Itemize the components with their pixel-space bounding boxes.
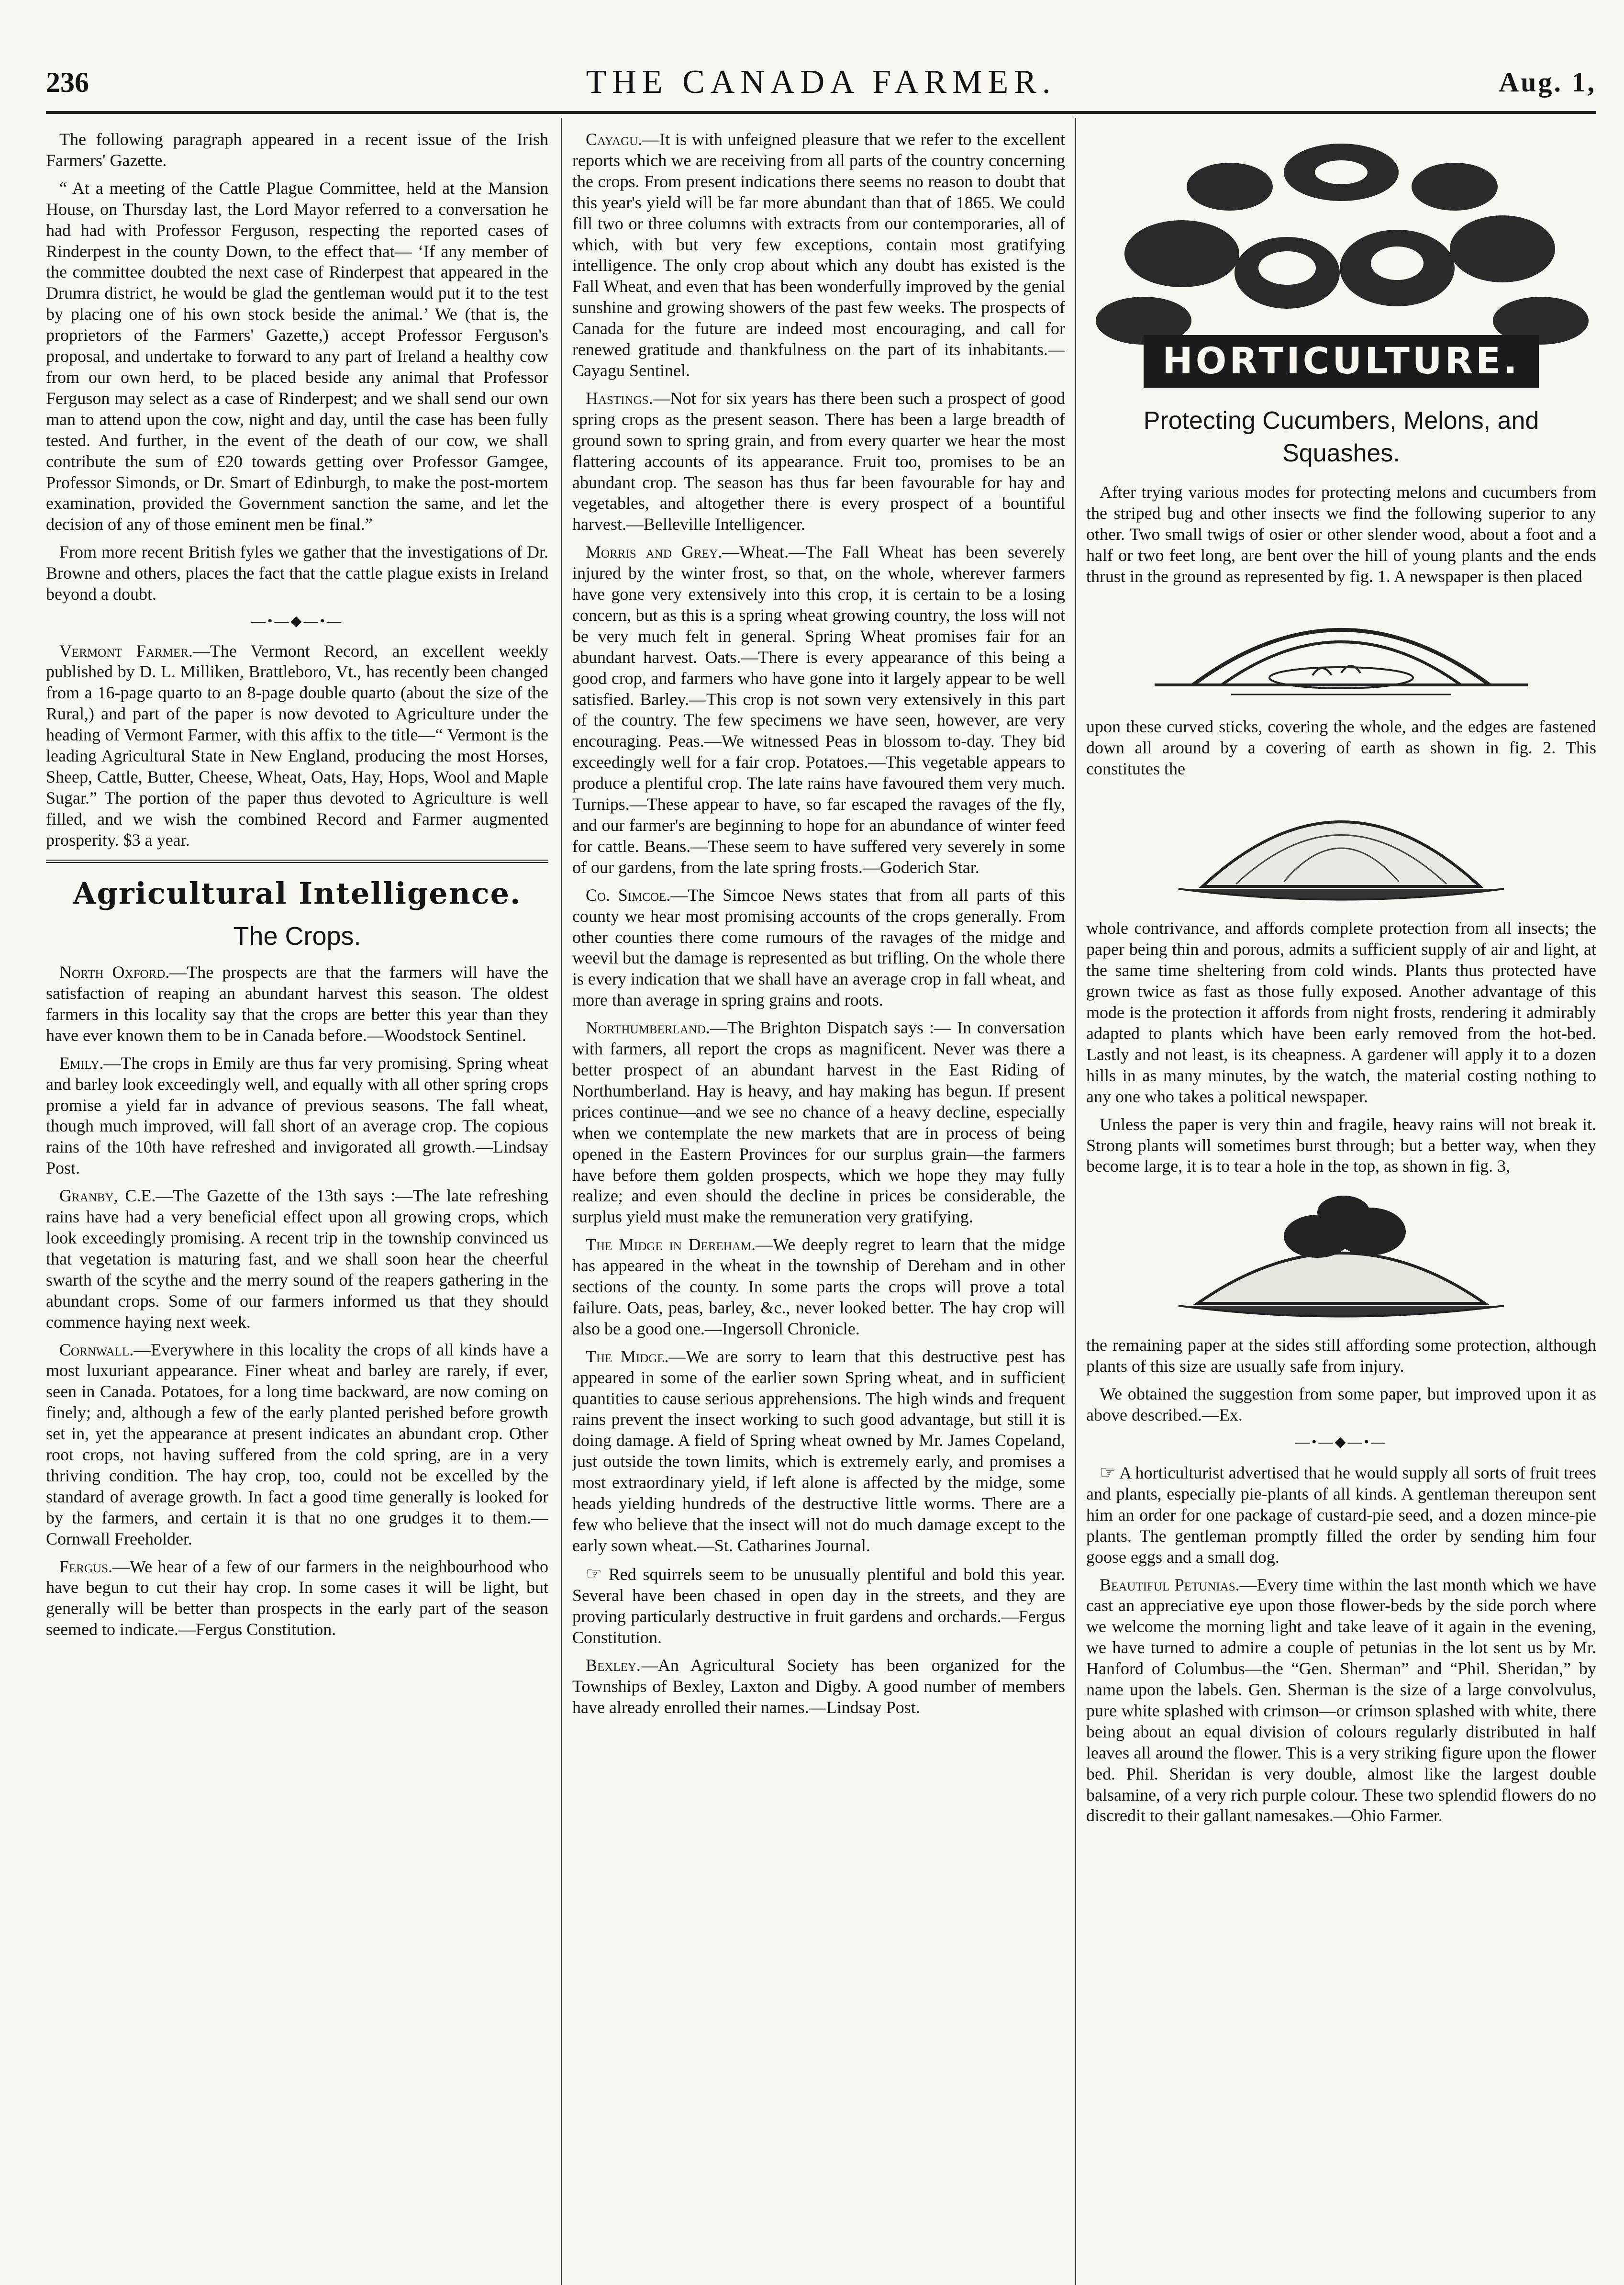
- figure-1-bent-twigs: [1135, 594, 1547, 709]
- cattle-plague-quote: “ At a meeting of the Cattle Plague Committee, held at the Mansion House, on Thursday last, the Lord Mayor referred to a conversation he had had with Professor Ferguson, respecting the reported cases of Rinderpest in the county Down, to the effect that— ‘If any member of the committee doubted the next case of Rinderpest that appeared in the Drumra district, he would be glad the gentleman would put it to the test by placing one of his own stock beside the animal.’ We (that is, the proprietors of the Farmers' Gazette,) accept Professor Ferguson's proposal, and undertake to forward to any part of Ireland a healthy cow from our own herd, to be placed beside any animal that Professor Ferguson may select as a case of Rinderpest; and we shall send our own man to attend upon the cow, night and day, until the case has been fully tested. And further, in the event of the death of our cow, we shall contribute the sum of £20 towards getting over Professor Gamgee, Professor Simonds, or Dr. Smart of Edinburgh, to make the post-mortem examination, provided the Government sanction the same, and let the decision of any of those eminent men be final.”: [46, 178, 548, 534]
- dereham-item: The Midge in Dereham.—We deeply regret to learn that the midge has appeared in the wheat in the township of Dereham and in other sections of the county. In some parts the crops will prove a total failure. Oats, peas, barley, &c., never looked better. The hay crop will also be a good one.—Ingersoll Chronicle.: [572, 1235, 1065, 1338]
- cornwall-item: Cornwall.—Everywhere in this locality the crops of all kinds have a most luxuriant appearance. Finer wheat and barley are rarely, if ever, seen in Canada. Potatoes, for a long time backward, are now coming on finely; and, although a few of the early planted perished before growth set in, yet the appearance at present indicates an abundant crop. Other root crops, not having suffered from the cold spring, are in a very thriving condition. The hay crop, too, could not be excelled by the standard of average growth. In fact a good time generally is looked for by the farmers, and certain it is that no one grudges it to them.—Cornwall Freeholder.: [46, 1340, 548, 1548]
- page-header: [46, 56, 1596, 109]
- north-oxford-item: North Oxford.—The prospects are that the farmers will have the satisfaction of reaping an abundant harvest this season. The oldest farmers in this locality say that the crops are better this year than they have ever known them to be in Canada before.—Woodstock Sentinel.: [46, 963, 548, 1045]
- midge-item: The Midge.—We are sorry to learn that this destructive pest has appeared in some of the earlier sown Spring wheat, and in sufficient quantities to cause serious apprehensions. The high winds and frequent rains prevent the insect working to such good advantage, but still it is doing damage. A field of Spring wheat owned by Mr. James Copeland, just outside the town limits, which is extremely early, and promises a most extraordinary yield, if left alone is affected by the midge, some heads yielding hundreds of the destructive little worms. There are a few who believe that the insect will not do much damage except to the early sown wheat.—St. Catharines Journal.: [572, 1346, 1065, 1555]
- northumberland-item: Northumberland.—The Brighton Dispatch says :— In conversation with farmers, all report the crops as magnificent. Never was there a better prospect of an abundant harvest in the East Riding of Northumberland. Hay is heavy, and hay making has begun. If present prices continue—and we see no chance of a heavy decline, especially when we contemplate the new markets that are in process of being opened in the Eastern Provinces for our surplus grain—the farmers have before them golden prospects, which we hope they may fully realize; and even should the decline in prices be considerable, the surplus yield must make the remuneration very gratifying.: [572, 1018, 1065, 1227]
- morris-grey-item: Morris and Grey.—Wheat.—The Fall Wheat has been severely injured by the winter frost, so that, on the whole, wherever farmers have gone very extensively into this crop, it is certain to be a losing concern, but as this is a spring wheat growing country, the loss will not be very much felt in general. Spring Wheat promises fair for an abundant harvest. Oats.—There is every appearance of this being a good crop, and farmers who have gone into it largely appear to be well satisfied. Barley.—This crop is not sown very extensively in this part of the country. The few specimens we have seen, however, are very encouraging. Peas.—We witnessed Peas in blossom to-day. They bid exceedingly well for a fair crop. Potatoes.—This vegetable appears to produce a plentiful crop. The late rains have favoured them very much. Turnips.—These appear to have, so far escaped the ravages of the fly, and our farmer's are beginning to hope for an abundance of winter feed for cattle. Beans.—These seem to have suffered very severely in some of our gardens, from the late spring frosts.—Goderich Star.: [572, 542, 1065, 877]
- bexley-item: Bexley.—An Agricultural Society has been organized for the Townships of Bexley, Laxton and Digby. A good number of members have already enrolled their names.—Lindsay Post.: [572, 1655, 1065, 1717]
- horticulture-banner-illustration: [1086, 129, 1596, 397]
- header-rule: [46, 111, 1596, 114]
- intro-paragraph: The following paragraph appeared in a recent issue of the Irish Farmers' Gazette.: [46, 130, 548, 170]
- article-paragraph-3: whole contrivance, and affords complete protection from all insects; the paper being thin and porous, admits a sufficient supply of air and light, at the same time sheltering from cold winds. Plants thus protected have grown twice as fast as those fully exposed. Another advantage of this mode is the protection it affords from night frosts, rendering it admirably adapted to plants which have been early removed from the hot-bed. Lastly and not least, is its cheapness. A gardener will apply it to a dozen hills in as many minutes, by the watch, the material costing nothing to any one who takes a political newspaper.: [1086, 918, 1596, 1106]
- section-rule: [46, 860, 548, 863]
- column-rule-2: [1075, 118, 1076, 2285]
- ornament-divider: —•—◆—•—: [251, 613, 344, 629]
- article-paragraph-4: Unless the paper is very thin and fragile, heavy rains will not break it. Strong plants will sometimes burst through; but a better way, when they become large, it is to tear a hole in the top, as shown in fig. 3,: [1086, 1114, 1596, 1176]
- ornament-divider-2: —•—◆—•—: [1295, 1434, 1388, 1450]
- emily-item: Emily.—The crops in Emily are thus far very promising. Spring wheat and barley look exceedingly well, and equally with all other spring crops promise a yield far in advance of previous seasons. The fall wheat, though much improved, will fall short of an average crop. The copious rains of the 10th have refreshed and invigorated all growth.—Lindsay Post.: [46, 1053, 548, 1178]
- article-paragraph-2: upon these curved sticks, covering the whole, and the edges are fastened down all around by a covering of earth as shown in fig. 2. This constitutes the: [1086, 717, 1596, 778]
- article-title: Protecting Cucumbers, Melons, and Squashes.: [1143, 407, 1539, 467]
- granby-item: Granby, C.E.—The Gazette of the 13th says :—The late refreshing rains have had a very beneficial effect upon all growing crops, which look exceedingly promising. A recent trip in the township convinced us that vegetation is maturing fast, and we shall soon hear the cheerful swarth of the scythe and the merry sound of the reapers gathering in the abundant crops. Some of our farmers informed us that they should commence haying next week.: [46, 1186, 548, 1332]
- simcoe-item: Co. Simcoe.—The Simcoe News states that from all parts of this county we hear most promising accounts of the crops generally. From other counties there come rumours of the ravages of the midge and weevil but the damage is represented as but trifling. On the whole there is every indication that we shall have an average crop in fall wheat, and more than average in spring grains and roots.: [572, 885, 1065, 1010]
- crops-heading: The Crops.: [233, 922, 361, 951]
- article-paragraph-1: After trying various modes for protecting melons and cucumbers from the striped bug and other insects we find the following superior to any other. Two small twigs of osier or other slender wood, about a foot and a half or two feet long, are bent over the hill of young plants and the ends thrust in the ground as represented by fig. 1. A newspaper is then placed: [1086, 482, 1596, 586]
- column-1: [46, 129, 548, 2274]
- section-title: Agricultural Intelligence.: [73, 875, 522, 911]
- figure-2-paper-covered-hill: [1159, 786, 1523, 910]
- issue-date: Aug. 1,: [1499, 67, 1596, 98]
- column-2: [572, 129, 1065, 2274]
- masthead-title: THE CANADA FARMER.: [586, 64, 1057, 101]
- pointing-hand-icon: ☞: [586, 1564, 602, 1584]
- banner-label: HORTICULTURE.: [1162, 339, 1520, 382]
- vermont-farmer-item: Vermont Farmer.—The Vermont Record, an excellent weekly published by D. L. Milliken, Brattleboro, Vt., has recently been changed from a 16-page quarto to an 8-page double quarto (about the size of the Rural,) and part of the paper is now devoted to Agriculture under the heading of Vermont Farmer, with this affix to the title—“ Vermont is the leading Agricultural State in New England, producing the most Horses, Sheep, Cattle, Butter, Cheese, Wheat, Oats, Hay, Hops, Wool and Maple Sugar.” The portion of the paper thus devoted to Agriculture is well filled, and we wish the combined Record and Farmer augmented prosperity. $3 a year.: [46, 641, 548, 850]
- cayagu-item: Cayagu.—It is with unfeigned pleasure that we refer to the excellent reports which we are receiving from all parts of the country concerning the crops. From present indications there seems no reason to doubt that this year's yield will be far more abundant than that of 1865. We could fill two or three columns with extracts from our contemporaries, all of which, with but very few exceptions, contain most gratifying intelligence. The only crop about which any doubt has existed is the Fall Wheat, and even that has been wonderfully improved by the genial sunshine and growing showers of the past few weeks. The prospects of Canada for the future are indeed most encouraging, and call for renewed gratitude and thankfulness on the part of its inhabitants.—Cayagu Sentinel.: [572, 130, 1065, 380]
- petunias-item: Beautiful Petunias.—Every time within the last month which we have cast an appreciative eye upon those flower-beds by the side porch where we welcome the morning light and take leave of it again in the evening, we have turned to admire a couple of petunias in the lot sent us by Mr. Hanford of Columbus—the “Gen. Sherman” and “Phil. Sheridan,” by name upon the labels. Gen. Sherman is the size of a large convolvulus, pure white splashed with crimson—or crimson splashed with white, there being about an equal division of colours regularly distributed in half leaves all around the flower. This is a very striking figure upon the flower bed. Phil. Sheridan is very double, almost like the largest double balsamine, of a very rich purple colour. These two splendid flowers do no discredit to their gallant namesakes.—Ohio Farmer.: [1086, 1575, 1596, 1826]
- column-rule-1: [561, 118, 562, 2285]
- horticulturist-item: ☞ A horticulturist advertised that he would supply all sorts of fruit trees and plants, especially pie-plants of all kinds. A gentleman thereupon sent him an order for one package of custard-pie seed, and a dozen mince-pie plants. The gentleman promptly filled the order by sending him four goose eggs and a small dog.: [1086, 1462, 1596, 1567]
- page-number: 236: [46, 67, 89, 98]
- article-paragraph-6: We obtained the suggestion from some paper, but improved upon it as above described.—Ex.: [1086, 1384, 1596, 1425]
- squirrels-item: ☞ Red squirrels seem to be unusually plentiful and bold this year. Several have been chased in open day in the streets, and they are proving particularly destructive in fruit gardens and orchards.—Fergus Constitution.: [572, 1564, 1065, 1647]
- british-fyles-paragraph: From more recent British fyles we gather that the investigations of Dr. Browne and others, places the fact that the cattle plague exists in Ireland beyond a doubt.: [46, 542, 548, 604]
- article-paragraph-5: the remaining paper at the sides still affording some protection, although plants of this size are usually safe from injury.: [1086, 1335, 1596, 1376]
- pointing-hand-icon: ☞: [1100, 1462, 1116, 1483]
- hastings-item: Hastings.—Not for six years has there been such a prospect of good spring crops as the present season. There has been a large breadth of ground sown to spring grain, and from every quarter we hear the most flattering accounts of its appearance. Fruit too, promises to be an abundant crop. The season has thus far been favourable for hay and vegetables, and altogether there is every prospect of a bountiful harvest.—Belleville Intelligencer.: [572, 388, 1065, 534]
- fergus-item: Fergus.—We hear of a few of our farmers in the neighbourhood who have begun to cut their hay crop. In some cases it will be light, but generally will be better than prospects in the early part of the season seemed to indicate.—Fergus Constitution.: [46, 1557, 548, 1639]
- figure-3-torn-paper-with-plants: [1159, 1184, 1523, 1327]
- column-3: [1086, 129, 1596, 2274]
